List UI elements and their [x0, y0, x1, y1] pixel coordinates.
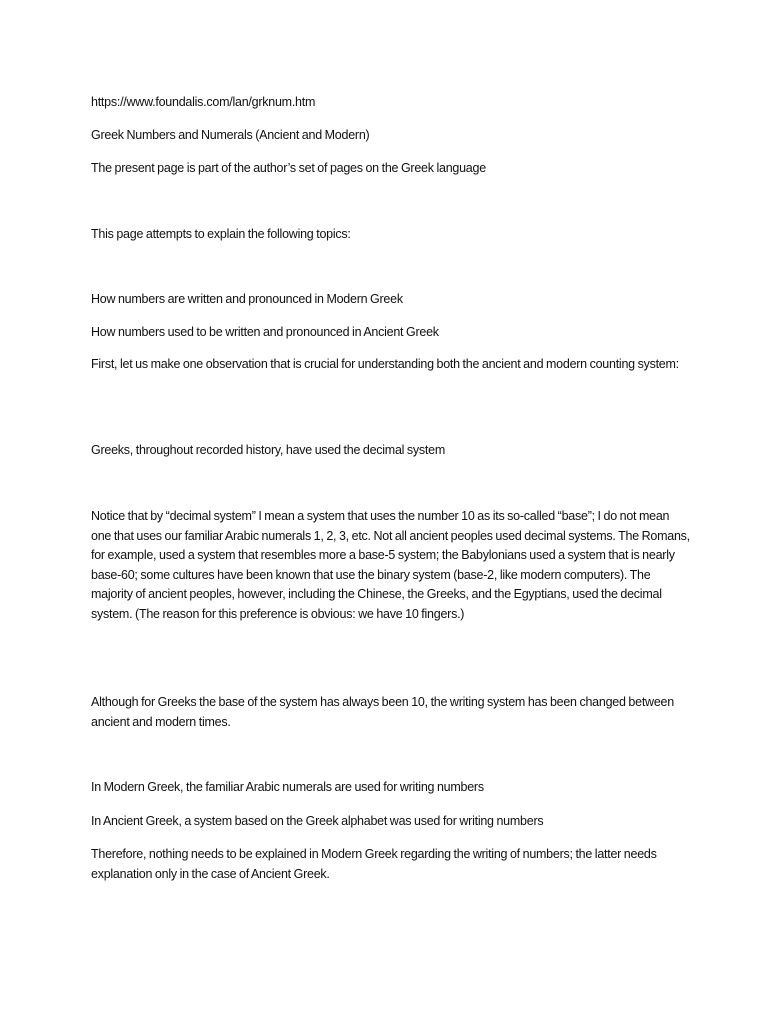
observation-paragraph: First, let us make one observation that is crucial for understanding both the ancient and modern counting system:: [91, 357, 679, 371]
intro-paragraph: The present page is part of the author’s set of pages on the Greek language: [91, 161, 486, 175]
topic-ancient: How numbers used to be written and pronounced in Ancient Greek: [91, 325, 439, 339]
source-url: https://www.foundalis.com/lan/grknum.htm: [91, 95, 316, 109]
decimal-statement: Greeks, throughout recorded history, have used the decimal system: [91, 443, 446, 457]
base-paragraph: Although for Greeks the base of the system has always been 10, the writing system has been changed between ancient and modern times.: [91, 695, 674, 729]
topics-intro: This page attempts to explain the following topics:: [91, 227, 351, 241]
conclusion-paragraph: Therefore, nothing needs to be explained in Modern Greek regarding the writing of numbers; the latter needs explanation only in the case of Ancient Greek.: [91, 847, 657, 881]
modern-writing: In Modern Greek, the familiar Arabic numerals are used for writing numbers: [91, 780, 484, 794]
document-title: Greek Numbers and Numerals (Ancient and Modern): [91, 128, 370, 142]
ancient-writing: In Ancient Greek, a system based on the Greek alphabet was used for writing numbers: [91, 814, 544, 828]
decimal-explanation: Notice that by “decimal system” I mean a system that uses the number 10 as its so-called “base”; I do not mean one that uses our familiar Arabic numerals 1, 2, 3, etc. Not all ancient peoples used decimal systems. The Romans, for example, used a system that resembles more a base-5 system; the Babylonians used a system that is nearly base-60; some cultures have been known that use the binary system (base-2, like modern computers). The majority of ancient peoples, however, including the Chinese, the Greeks, and the Egyptians, used the decimal system. (The reason for this preference is obvious: we have 10 fingers.): [91, 509, 690, 621]
topic-modern: How numbers are written and pronounced in Modern Greek: [91, 292, 403, 306]
